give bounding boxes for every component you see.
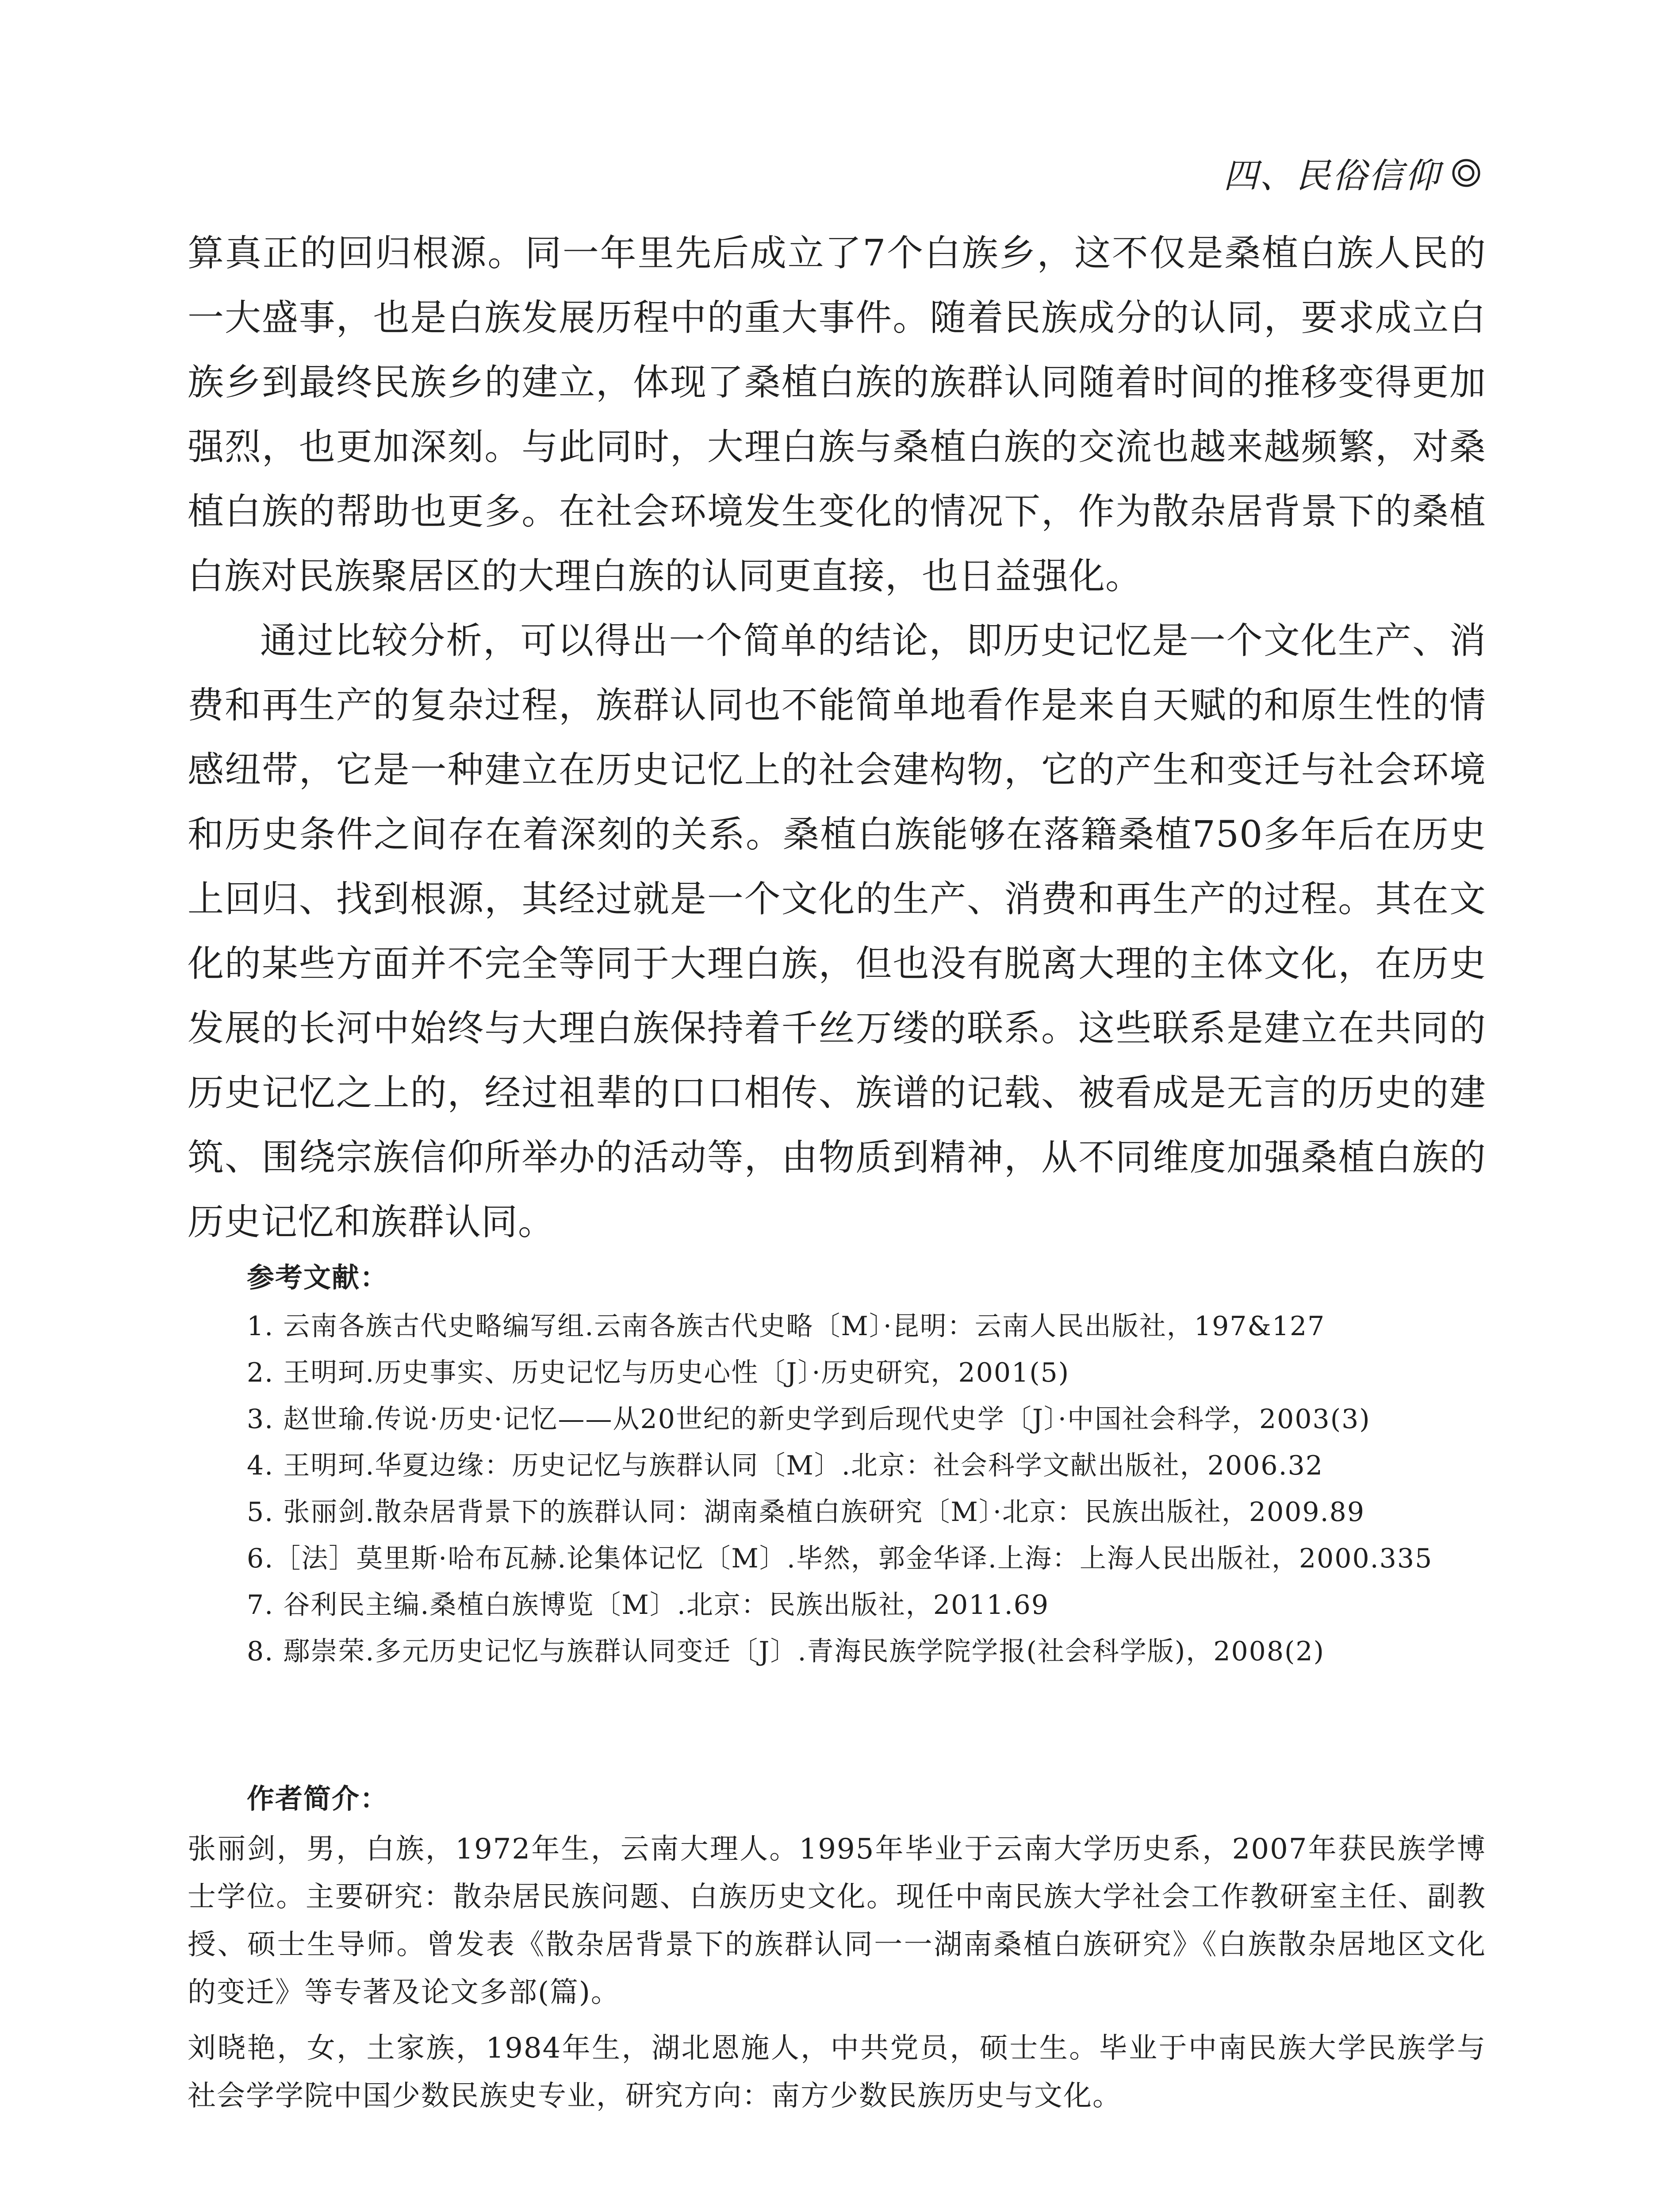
reference-item-4: 4. 王明珂.华夏边缘：历史记忆与族群认同〔M〕.北京：社会科学文献出版社，2006.32 [247,1450,1324,1481]
body-text [188,221,1486,1255]
reference-item-8: 8. 鄢崇荣.多元历史记忆与族群认同变迁〔J〕.青海民族学院学报(社会科学版)，2008(2) [247,1636,1325,1667]
running-header [1223,148,1481,198]
reference-item-7: 7. 谷利民主编.桑植白族博览〔M〕.北京：民族出版社，2011.69 [247,1590,1050,1621]
references-section [188,1254,1486,1675]
body-paragraph-2: 通过比较分析，可以得出一个简单的结论，即历史记忆是一个文化生产、消费和再生产的复杂过程，族群认同也不能简单地看作是来自天赋的和原生性的情感纽带，它是一种建立在历史记忆上的社会建构物，它的产生和变迁与社会环境和历史条件之间存在着深刻的关系。桑植白族能够在落籍桑植750多年后在历史上回归、找到根源，其经过就是一个文化的生产、消费和再生产的过程。其在文化的某些方面并不完全等同于大理白族，但也没有脱离大理的主体文化，在历史发展的长河中始终与大理白族保持着千丝万缕的联系。这些联系是建立在共同的历史记忆之上的，经过祖辈的口口相传、族谱的记载、被看成是无言的历史的建筑、围绕宗族信仰所举办的活动等，由物质到精神，从不同维度加强桑植白族的历史记忆和族群认同。 [188,620,1486,1243]
running-title: 四、民俗信仰 [1223,156,1441,196]
author-bio-section [188,1775,1486,2128]
reference-list [188,1303,1486,1675]
reference-item-2: 2. 王明珂.历史事实、历史记忆与历史心性〔J〕·历史研究，2001(5) [247,1357,1070,1388]
reference-item-1: 1. 云南各族古代史略编写组.云南各族古代史略〔M〕·昆明：云南人民出版社，197&127 [247,1311,1326,1342]
double-circle-icon [1452,158,1481,188]
references-heading: 参考文献： [247,1261,389,1294]
reference-item-6 [188,1536,1486,1582]
reference-item-6-text: 6.［法］莫里斯·哈布瓦赫.论集体记忆〔M〕.毕然，郭金华译.上海：上海人民出版社，2000.335 [247,1543,1433,1574]
reference-item-3 [188,1396,1486,1443]
author-bio-2: 刘晓艳，女，土家族，1984年生，湖北恩施人，中共党员，硕士生。毕业于中南民族大学民族学与社会学学院中国少数民族史专业，研究方向：南方少数民族历史与文化。 [188,2032,1486,2112]
author-bio-heading: 作者简介： [247,1782,389,1815]
reference-item-3-text: 3. 赵世瑜.传说·历史·记忆——从20世纪的新史学到后现代史学〔J〕·中国社会科学，2003(3) [247,1404,1371,1435]
body-paragraph-1: 算真正的回归根源。同一年里先后成立了7个白族乡，这不仅是桑植白族人民的一大盛事，也是白族发展历程中的重大事件。随着民族成分的认同，要求成立白族乡到最终民族乡的建立，体现了桑植白族的族群认同随着时间的推移变得更加强烈，也更加深刻。与此同时，大理白族与桑植白族的交流也越来越频繁，对桑植白族的帮助也更多。在社会环境发生变化的情况下，作为散杂居背景下的桑植白族对民族聚居区的大理白族的认同更直接，也日益强化。 [188,232,1486,597]
author-bio-1: 张丽剑，男，白族，1972年生，云南大理人。1995年毕业于云南大学历史系，2007年获民族学博士学位。主要研究：散杂居民族问题、白族历史文化。现任中南民族大学社会工作教研室主任、副教授、硕士生导师。曾发表《散杂居背景下的族群认同一一湖南桑植白族研究》《白族散杂居地区文化的变迁》等专著及论文多部(篇)。 [188,1833,1486,2009]
reference-item-5: 5. 张丽剑.散杂居背景下的族群认同：湖南桑植白族研究〔M〕·北京：民族出版社，2009.89 [247,1497,1365,1528]
